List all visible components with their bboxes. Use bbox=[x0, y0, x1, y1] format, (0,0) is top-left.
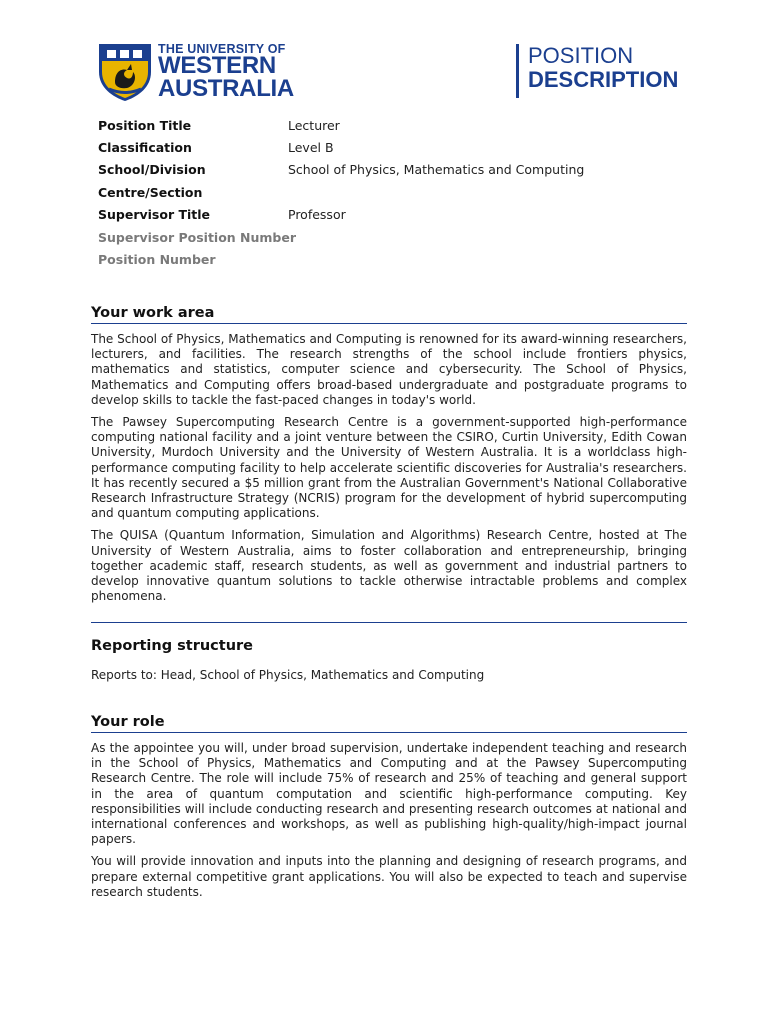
section-divider bbox=[91, 622, 687, 623]
info-row-centre-section bbox=[98, 181, 658, 203]
info-row-position-title bbox=[98, 114, 658, 136]
reporting-section bbox=[91, 638, 687, 683]
section-heading: Your role bbox=[91, 714, 687, 733]
work-area-section bbox=[91, 305, 687, 604]
info-value: Level B bbox=[288, 140, 334, 156]
section-heading: Reporting structure bbox=[91, 638, 254, 654]
info-row-classification bbox=[98, 136, 658, 158]
info-label: School/Division bbox=[98, 162, 206, 178]
role-section bbox=[91, 714, 687, 900]
info-row-supervisor-position-number bbox=[98, 226, 658, 248]
university-name-line3: AUSTRALIA bbox=[158, 75, 294, 102]
paragraph: The School of Physics, Mathematics and Computing is renowned for its award-winning researchers, lecturers, and facilities. The research strengths of the school include frontiers physics, mathematics and statistics, computer science and cybersecurity. The School of Physics, Mathematics and Computing offers broad-based undergraduate and postgraduate programs to develop skills to tackle the fast-paced changes in today's world. bbox=[91, 332, 687, 407]
section-heading: Your work area bbox=[91, 305, 687, 324]
info-label: Classification bbox=[98, 140, 192, 156]
info-label: Supervisor Position Number bbox=[98, 229, 297, 245]
paragraph: As the appointee you will, under broad supervision, undertake independent teaching and research in the School of Physics, Mathematics and Computing and at the Pawsey Supercomputing Research Centre. The role will include 75% of research and 25% of teaching and general support in the area of quantum computation and scientific high-performance computing. Key responsibilities will include conducting research and presenting research outcomes at national and international conferences and workshops, as well as publishing high-quality/high-impact journal papers. bbox=[91, 741, 687, 847]
document-title-line2: DESCRIPTION bbox=[528, 67, 679, 93]
info-value: Lecturer bbox=[288, 117, 340, 133]
info-row-supervisor-title bbox=[98, 204, 658, 226]
document-title-line1: POSITION bbox=[528, 43, 634, 68]
info-row-position-number bbox=[98, 248, 658, 270]
paragraph: The QUISA (Quantum Information, Simulation and Algorithms) Research Centre, hosted at The University of Western Australia, aims to foster collaboration and entrepreneurship, bringing together academic staff, research students, as well as government and industrial partners to develop innovative quantum solutions to tackle otherwise intractable problems and complex phenomena. bbox=[91, 528, 687, 604]
info-value: Professor bbox=[288, 207, 346, 223]
info-label: Centre/Section bbox=[98, 184, 203, 200]
info-label: Supervisor Title bbox=[98, 207, 211, 223]
paragraph: The Pawsey Supercomputing Research Centre is a government-supported high-performance computing national facility and a joint venture between the CSIRO, Curtin University, Edith Cowan University, Murdoch University and the University of Western Australia. It is a worldclass high-performance computing facility to help accelerate scientific discoveries for Australia's researchers. It has recently secured a $5 million grant from the Australian Government's National Collaborative Research Infrastructure Strategy (NCRIS) program for the development of hybrid supercomputing and quantum computing applications. bbox=[91, 415, 687, 521]
university-logo bbox=[97, 40, 294, 102]
position-info-table bbox=[98, 114, 658, 271]
info-label: Position Number bbox=[98, 252, 216, 268]
info-value: School of Physics, Mathematics and Computing bbox=[288, 162, 585, 178]
paragraph: Reports to: Head, School of Physics, Mathematics and Computing bbox=[91, 668, 485, 682]
university-crest-icon bbox=[97, 42, 153, 102]
paragraph: You will provide innovation and inputs into the planning and designing of research programs, and prepare external competitive grant applications. You will also be expected to teach and supervise research students. bbox=[91, 854, 687, 899]
info-row-school-division bbox=[98, 159, 658, 181]
university-name-line2: WESTERN bbox=[158, 52, 276, 79]
university-name-line1: THE UNIVERSITY OF bbox=[158, 42, 286, 56]
document-title bbox=[528, 44, 678, 92]
title-accent-bar bbox=[516, 44, 519, 98]
info-label: Position Title bbox=[98, 117, 192, 133]
